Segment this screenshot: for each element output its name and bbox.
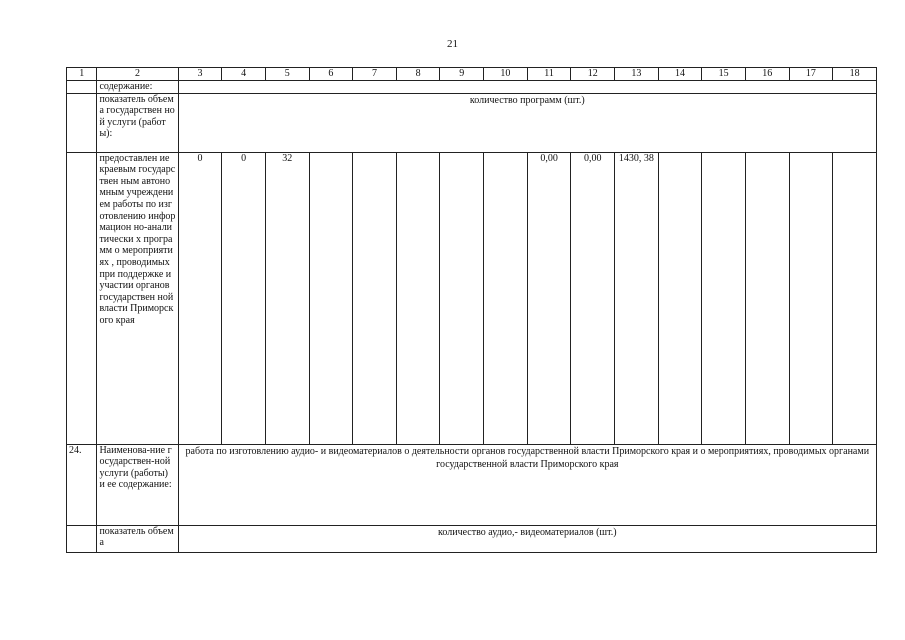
- row-label: показатель объема государствен ной услуги (работы):: [97, 93, 178, 152]
- value-cell: [484, 152, 528, 444]
- row-index-cell: 24.: [67, 444, 97, 525]
- column-header: 3: [178, 68, 222, 81]
- table-row: [67, 93, 877, 152]
- table-row: [67, 152, 877, 444]
- column-header: 6: [309, 68, 353, 81]
- value-cell: [440, 152, 484, 444]
- column-header: 5: [265, 68, 309, 81]
- column-header: 15: [702, 68, 746, 81]
- column-header: 13: [615, 68, 659, 81]
- column-header: 8: [396, 68, 440, 81]
- column-header: 18: [833, 68, 877, 81]
- table-row: [67, 81, 877, 94]
- empty-merged-cell: [178, 81, 876, 94]
- page-number: 21: [447, 38, 458, 50]
- table-row: [67, 525, 877, 552]
- column-header: 2: [97, 68, 178, 81]
- row-label: содержание:: [97, 81, 178, 94]
- column-header: 11: [527, 68, 571, 81]
- value-cell: [833, 152, 877, 444]
- column-header: 4: [222, 68, 266, 81]
- value-cell: [745, 152, 789, 444]
- value-cell: [396, 152, 440, 444]
- column-number-row: [67, 68, 877, 81]
- value-cell: 0,00: [571, 152, 615, 444]
- row-label: показатель объема: [97, 525, 178, 552]
- row-index-cell: [67, 81, 97, 94]
- column-header: 10: [484, 68, 528, 81]
- merged-indicator-cell: количество аудио,- видеоматериалов (шт.): [178, 525, 876, 552]
- column-header: 16: [745, 68, 789, 81]
- row-label: Наименова-ние государствен-ной услуги (работы) и ее содержание:: [97, 444, 178, 525]
- merged-indicator-cell: количество программ (шт.): [178, 93, 876, 152]
- column-header: 12: [571, 68, 615, 81]
- row-index-cell: [67, 93, 97, 152]
- value-cell: [658, 152, 702, 444]
- table-row: [67, 444, 877, 525]
- value-cell: 1430, 38: [615, 152, 659, 444]
- merged-service-name-cell: работа по изготовлению аудио- и видеоматериалов о деятельности органов государственной власти Приморского края и о мероприятиях, проводимых органами государственной власти Приморского края: [178, 444, 876, 525]
- document-table: [66, 67, 877, 553]
- value-cell: 0: [222, 152, 266, 444]
- value-cell: [353, 152, 397, 444]
- column-header: 1: [67, 68, 97, 81]
- column-header: 17: [789, 68, 833, 81]
- column-header: 9: [440, 68, 484, 81]
- column-header: 14: [658, 68, 702, 81]
- row-index-cell: [67, 525, 97, 552]
- value-cell: [702, 152, 746, 444]
- value-cell: 0,00: [527, 152, 571, 444]
- value-cell: [789, 152, 833, 444]
- value-cell: 0: [178, 152, 222, 444]
- value-cell: [309, 152, 353, 444]
- column-header: 7: [353, 68, 397, 81]
- row-label: предоставлен ие краевым государствен ным автономным учреждением работы по изготовлению информацион но-аналитически х программ о мероприятиях , проводимых при поддержке и участии органов государствен ной власти Приморского края: [97, 152, 178, 444]
- value-cell: 32: [265, 152, 309, 444]
- row-index-cell: [67, 152, 97, 444]
